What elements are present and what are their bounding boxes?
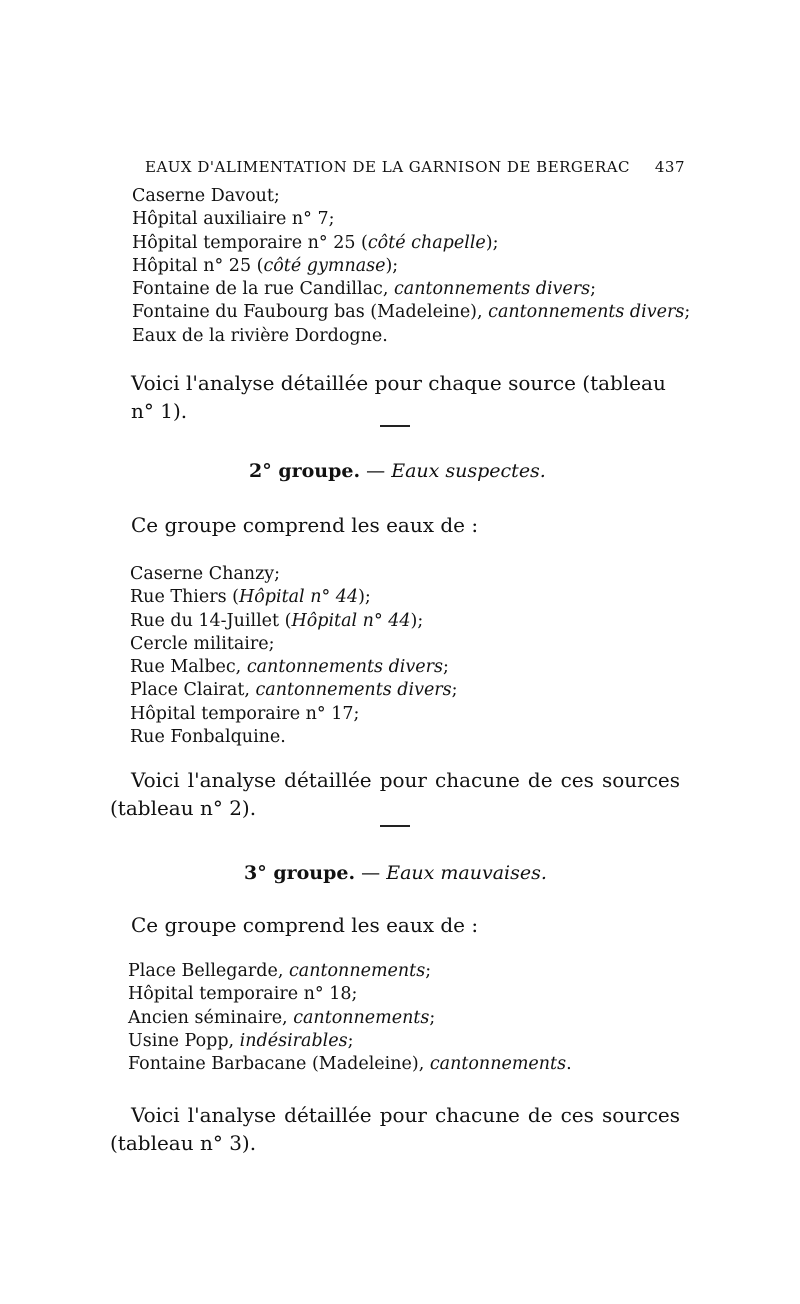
group1-source-list [132,185,690,348]
list-item-text: Place Bellegarde, [128,961,289,981]
list-item-italic: côté chapelle [367,232,486,253]
list-item [128,1053,572,1076]
running-header [145,158,685,176]
list-item-tail: ; [442,657,449,678]
list-item [130,656,458,679]
list-item [132,208,690,231]
list-item [130,633,458,656]
group3-intro [110,911,680,939]
list-item-tail: ); [485,232,499,253]
paragraph-table-2-line1: Voici l'analyse détaillée pour chacune de ces sources [131,768,680,792]
list-item-text: Cercle militaire; [130,633,275,654]
list-item [128,960,572,983]
group2-heading [249,460,546,482]
list-item-italic: cantonnements divers [255,680,452,701]
list-item-text: Hôpital temporaire n° 18; [128,984,358,1005]
list-item-text: Rue Malbec, [130,657,247,678]
list-item-text: Usine Popp, [128,1030,240,1051]
list-item-italic: cantonnements [288,961,426,981]
list-item-italic: indésirables [239,1030,348,1051]
list-item-italic: cantonnements [293,1007,430,1028]
list-item-italic: cantonnements divers [246,657,443,678]
group3-intro-text: Ce groupe comprend les eaux de : [131,913,479,937]
list-item [130,703,458,726]
list-item-text: Fontaine du Faubourg bas (Madeleine), [132,302,489,323]
list-item [130,563,458,586]
list-item-text: Caserne Davout; [132,186,280,206]
list-item-text: Place Clairat, [130,680,256,701]
group2-heading-number: 2° groupe. [249,460,361,482]
list-item [130,679,458,702]
list-item [132,325,690,348]
paragraph-table-3-line1: Voici l'analyse détaillée pour chacune de ces sources [131,1103,680,1127]
list-item-italic: Hôpital n° 44 [239,587,359,608]
list-item-italic: côté gymnase [263,255,386,276]
list-item-text: Fontaine Barbacane (Madeleine), [128,1054,430,1075]
list-item-tail: ); [385,255,399,276]
paragraph-table-3 [110,1101,680,1157]
list-item-text: Fontaine de la rue Candillac, [132,279,394,300]
group3-heading-number: 3° groupe. [244,862,356,884]
group3-heading-title: Eaux mauvaises. [386,862,547,884]
list-item-tail: ; [425,961,432,981]
group2-source-list [130,563,458,749]
list-item-tail: . [566,1054,572,1075]
separator-rule [380,825,410,827]
list-item [132,185,690,208]
list-item-tail: ; [451,680,458,701]
list-item-text: Hôpital temporaire n° 25 ( [132,232,368,253]
list-item-text: Caserne Chanzy; [130,564,281,584]
list-item [132,232,690,255]
list-item-text: Eaux de la rivière Dordogne. [132,325,388,346]
page-number: 437 [654,158,685,176]
running-title: EAUX D'ALIMENTATION DE LA GARNISON DE BERGERAC [145,158,630,176]
separator-rule [380,425,410,427]
group3-source-list [128,960,572,1076]
list-item-text: Hôpital n° 25 ( [132,255,264,276]
list-item-italic: cantonnements divers [488,302,685,323]
list-item [132,301,690,324]
list-item-italic: cantonnements [429,1054,567,1075]
list-item-text: Ancien séminaire, [128,1007,294,1028]
group2-heading-title: Eaux suspectes. [391,460,546,482]
group2-intro-text: Ce groupe comprend les eaux de : [131,513,479,537]
list-item-tail: ; [590,279,597,300]
list-item-text: Rue Fonbalquine. [130,727,286,748]
list-item-tail: ; [684,302,691,323]
list-item-text: Rue du 14-Juillet ( [130,610,292,631]
list-item [132,278,690,301]
list-item [130,586,458,609]
paragraph-table-3-line2: (tableau n° 3). [110,1131,257,1155]
paragraph-table-2-line2: (tableau n° 2). [110,796,257,820]
list-item [128,1007,572,1030]
list-item-text: Hôpital temporaire n° 17; [130,703,360,724]
list-item-italic: Hôpital n° 44 [291,610,411,631]
paragraph-table-1 [110,369,680,425]
paragraph-table-2 [110,766,680,822]
list-item-tail: ); [358,587,371,608]
list-item-text: Hôpital auxiliaire n° 7; [132,209,335,230]
group2-heading-dash: — [360,460,392,482]
list-item [132,255,690,278]
list-item [130,610,458,633]
list-item [128,1030,572,1053]
group2-intro [110,511,680,539]
list-item [130,726,458,749]
list-item-tail: ; [429,1007,436,1028]
list-item-tail: ); [410,610,424,631]
list-item-text: Rue Thiers ( [130,587,239,608]
group3-heading [244,862,547,884]
list-item-tail: ; [347,1030,354,1051]
list-item-italic: cantonnements divers [393,279,591,300]
paragraph-table-1-text: Voici l'analyse détaillée pour chaque source (tableau n° 1). [131,371,666,423]
list-item [128,983,572,1006]
group3-heading-dash: — [355,862,387,884]
